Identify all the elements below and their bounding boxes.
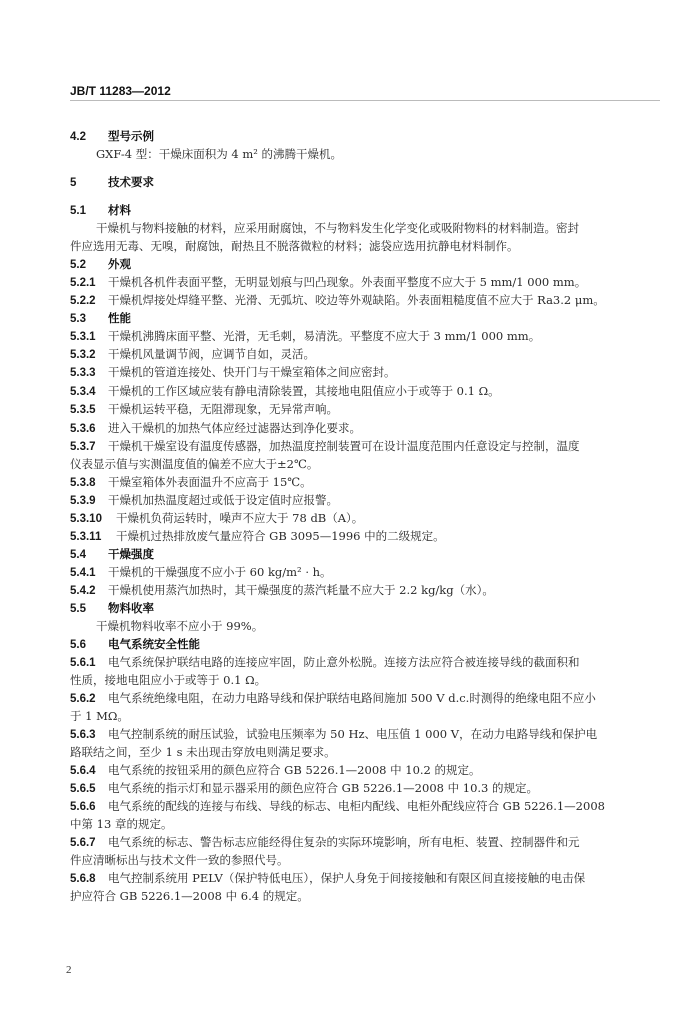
clause-line: [70, 870, 585, 886]
clause-number: 5.3.4: [70, 386, 96, 398]
clause-line: [70, 274, 586, 290]
clause-number: 5.2.1: [70, 277, 96, 289]
clause-line: [70, 420, 361, 436]
page-header: JB/T 11283—2012: [70, 84, 171, 98]
section-heading: [70, 202, 131, 218]
clause-number: 5.3.3: [70, 367, 96, 379]
clause-number: 5.3.6: [70, 423, 96, 435]
clause-line: [70, 401, 338, 417]
clause-text: 干燥机的工作区域应装有静电清除装置，其接地电阻值应小于或等于 0.1 Ω。: [108, 384, 500, 398]
clause-text: 路联结之间，至少 1 s 未出现击穿放电则满足要求。: [70, 745, 336, 759]
clause-line: [70, 798, 605, 814]
clause-text: 干燥机焊接处焊缝平整、光滑、无弧坑、咬边等外观缺陷。外表面粗糙度值不应大于 Ra3.2 μm。: [108, 293, 605, 307]
clause-number: 5.6.4: [70, 765, 96, 777]
clause-text: 物料收率: [108, 601, 154, 615]
clause-text: GXF-4 型：干燥床面积为 4 m² 的沸腾干燥机。: [96, 147, 342, 161]
clause-line: [70, 456, 318, 472]
clause-number: 5.3.9: [70, 495, 96, 507]
clause-text: 材料: [108, 203, 131, 217]
clause-line: [96, 220, 579, 236]
clause-line: [70, 780, 538, 796]
clause-number: 5.6.7: [70, 837, 96, 849]
section-heading: [70, 310, 131, 326]
clause-text: 性质，接地电阻应小于或等于 0.1 Ω。: [70, 673, 267, 687]
clause-line: [70, 708, 129, 724]
clause-line: [70, 383, 500, 399]
clause-text: 干燥机沸腾床面平整、光滑，无毛刺，易清洗。平整度不应大于 3 mm/1 000 mm。: [108, 329, 541, 343]
clause-text: 干燥机物料收率不应小于 99%。: [96, 619, 264, 633]
clause-text: 电气系统保护联结电路的连接应牢固，防止意外松脱。连接方法应符合被连接导线的截面积和: [108, 655, 580, 669]
clause-line: [70, 672, 266, 688]
clause-number: 5.4: [70, 549, 86, 561]
clause-text: 护应符合 GB 5226.1—2008 中 6.4 的规定。: [70, 889, 309, 903]
clause-text: 干燥机使用蒸汽加热时，其干燥强度的蒸汽耗量不应大于 2.2 kg/kg（水）。: [108, 583, 494, 597]
clause-number: 5.3.1: [70, 331, 96, 343]
clause-text: 电气控制系统用 PELV（保护特低电压），保护人身免于间接接触和有限区间直接接触的电击保: [108, 871, 586, 885]
page-number: 2: [66, 964, 72, 976]
clause-line: [70, 564, 332, 580]
clause-line: [70, 744, 336, 760]
clause-number: 5.5: [70, 603, 86, 615]
clause-line: [96, 618, 263, 634]
clause-number: 5.3.11: [70, 531, 102, 543]
clause-text: 仪表显示值与实测温度值的偏差不应大于±2℃。: [70, 457, 319, 471]
clause-number: 5.3.2: [70, 349, 96, 361]
clause-text: 干燥机过热排放废气量应符合 GB 3095—1996 中的二级规定。: [116, 529, 445, 543]
clause-text: 电气系统安全性能: [108, 637, 200, 651]
clause-line: [70, 346, 315, 362]
clause-number: 5.6.8: [70, 873, 96, 885]
clause-line: [70, 888, 309, 904]
section-heading: [70, 174, 154, 190]
clause-text: 干燥机加热温度超过或低于设定值时应报警。: [108, 493, 338, 507]
clause-text: 电气系统的指示灯和显示器采用的颜色应符合 GB 5226.1—2008 中 10.3 的规定。: [108, 781, 539, 795]
clause-text: 干燥机的管道连接处、快开门与干燥室箱体之间应密封。: [108, 365, 396, 379]
clause-line: [70, 292, 605, 308]
clause-number: 5.6.3: [70, 729, 96, 741]
clause-text: 电气系统的配线的连接与布线、导线的标志、电柜内配线、电柜外配线应符合 GB 5226.1—2008: [108, 799, 605, 813]
clause-text: 件应选用无毒、无嗅，耐腐蚀，耐热且不脱落微粒的材料；滤袋应选用抗静电材料制作。: [70, 239, 519, 253]
section-heading: [70, 546, 154, 562]
clause-text: 于 1 MΩ。: [70, 709, 129, 723]
clause-number: 5.6.1: [70, 657, 96, 669]
clause-text: 干燥机各机件表面平整，无明显划痕与凹凸现象。外表面平整度不应大于 5 mm/1 000 mm。: [108, 275, 587, 289]
clause-line: [70, 852, 289, 868]
clause-line: [70, 834, 580, 850]
clause-line: [70, 328, 540, 344]
clause-line: [70, 582, 494, 598]
section-heading: [70, 636, 200, 652]
clause-line: [96, 146, 342, 162]
clause-number: 5.3.5: [70, 404, 96, 416]
clause-number: 5.6.2: [70, 693, 96, 705]
clause-number: 5.3.10: [70, 513, 102, 525]
clause-text: 中第 13 章的规定。: [70, 817, 173, 831]
clause-line: [70, 690, 596, 706]
clause-text: 型号示例: [108, 129, 154, 143]
clause-text: 干燥强度: [108, 547, 154, 561]
clause-text: 技术要求: [108, 175, 154, 189]
clause-text: 件应清晰标出与技术文件一致的参照代号。: [70, 853, 289, 867]
clause-number: 5.2: [70, 259, 86, 271]
clause-number: 4.2: [70, 131, 86, 143]
clause-text: 干燥机与物料接触的材料，应采用耐腐蚀，不与物料发生化学变化或吸附物料的材料制造。密封: [96, 221, 579, 235]
clause-line: [70, 492, 338, 508]
clause-number: 5.6.5: [70, 783, 96, 795]
section-heading: [70, 600, 154, 616]
section-heading: [70, 256, 131, 272]
clause-number: 5.1: [70, 205, 86, 217]
clause-number: 5.3.8: [70, 477, 96, 489]
clause-text: 干燥机的干燥强度不应小于 60 kg/m² · h。: [108, 565, 332, 579]
clause-line: [70, 238, 519, 254]
clause-text: 干燥室箱体外表面温升不应高于 15℃。: [108, 475, 312, 489]
clause-number: 5.6.6: [70, 801, 96, 813]
clause-number: 5.4.1: [70, 567, 96, 579]
clause-text: 进入干燥机的加热气体应经过滤器达到净化要求。: [108, 421, 361, 435]
clause-text: 干燥机风量调节阀，应调节自如，灵活。: [108, 347, 315, 361]
clause-text: 电气控制系统的耐压试验，试验电压频率为 50 Hz、电压值 1 000 V，在动力电路导线和保护电: [108, 727, 598, 741]
clause-line: [70, 474, 312, 490]
clause-number: 5.2.2: [70, 295, 96, 307]
clause-number: 5.3: [70, 313, 86, 325]
clause-line: [70, 364, 396, 380]
clause-text: 性能: [108, 311, 131, 325]
clause-number: 5.6: [70, 639, 86, 651]
clause-text: 电气系统绝缘电阻，在动力电路导线和保护联结电路间施加 500 V d.c.时测得的绝缘电阻不应小: [108, 691, 596, 705]
clause-line: [70, 726, 597, 742]
clause-line: [70, 654, 580, 670]
clause-text: 电气系统的标志、警告标志应能经得住复杂的实际环境影响，所有电柜、装置、控制器件和元: [108, 835, 580, 849]
clause-number: 5.4.2: [70, 585, 96, 597]
clause-line: [70, 510, 363, 526]
clause-line: [70, 816, 172, 832]
clause-number: 5: [70, 177, 77, 189]
clause-text: 电气系统的按钮采用的颜色应符合 GB 5226.1—2008 中 10.2 的规定。: [108, 763, 481, 777]
clause-text: 干燥机干燥室设有温度传感器，加热温度控制装置可在设计温度范围内任意设定与控制，温度: [108, 439, 580, 453]
clause-text: 干燥机运转平稳，无阻滞现象，无异常声响。: [108, 402, 338, 416]
section-heading: [70, 128, 154, 144]
clause-text: 干燥机负荷运转时，噪声不应大于 78 dB（A）。: [116, 511, 364, 525]
clause-line: [70, 762, 481, 778]
clause-number: 5.3.7: [70, 441, 96, 453]
clause-line: [70, 528, 445, 544]
clause-text: 外观: [108, 257, 131, 271]
clause-line: [70, 438, 580, 454]
